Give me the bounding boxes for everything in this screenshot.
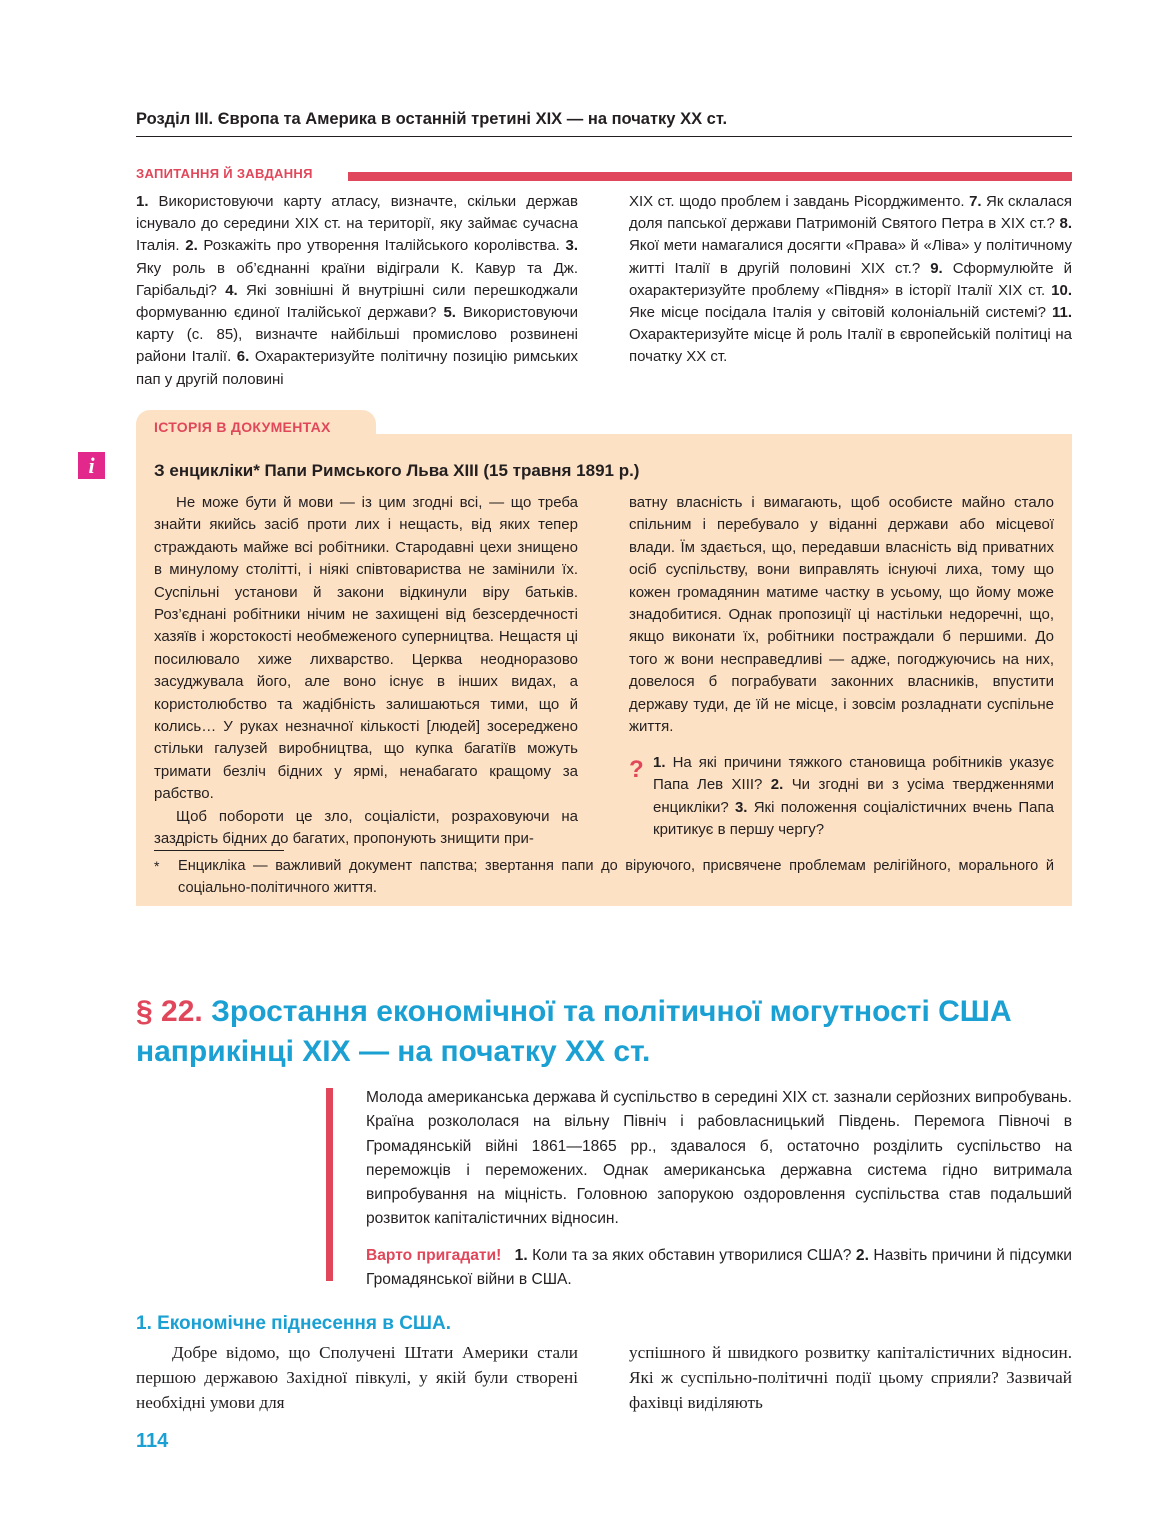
page-number: 114 [136, 1430, 169, 1452]
question-text: Розкажіть про утворення Італійського королівства. [197, 237, 566, 255]
document-right-column [629, 492, 1054, 738]
question-number: 8. [1059, 215, 1072, 233]
footnote-mark: * [154, 858, 160, 874]
question-text: Охарактеризуйте місце й роль Італії в європейській політиці на початку ХХ ст. [629, 326, 1072, 366]
body-right-column: успішного й швидкого розвитку капіталістичних відносин. Які ж суспільно-політичні події цьому сприяли? Зазвичай фахівці виділяють [629, 1343, 1072, 1412]
question-number: 4. [225, 281, 238, 299]
questions-right-column [629, 191, 1072, 369]
question-number: 3. [565, 237, 578, 255]
question-number: 1. [653, 754, 666, 771]
question-number: 10. [1051, 281, 1072, 299]
document-paragraph: Щоб побороти це зло, соціалісти, розраховуючи на заздрість бідних до багатих, пропонують знищити при- [154, 807, 578, 848]
question-text: Які зовнішні й внутрішні сили перешкоджали формуванню єдиної Італійської держави? [136, 281, 578, 322]
question-number: 2. [185, 237, 198, 255]
question-number: 5. [443, 304, 456, 322]
body-left-column [136, 1340, 578, 1415]
document-paragraph: ватну власність і вимагають, щоб особисте майно стало спільним і перебувало у віданні держави або місцевої влади. Їм здається, що, передавши власність від приватних осіб суспільству, вони виправлять існуючі лиха, тому що кожен громадянин матиме частку в усьому, що йому може знадобитися. Однак пропозиції ці настільки недоречні, що, якщо виконати їх, робітники постраждали б першими. До того ж вони несправедливі — адже, погоджуючись на них, довелося б пограбувати законних власників, впустити державу туди, де їй не місце, і зовсім розладнати суспільне життя. [629, 494, 1054, 736]
paragraph-title [136, 992, 1072, 1072]
questions-section-label: ЗАПИТАННЯ Й ЗАВДАННЯ [136, 166, 313, 181]
question-text: Як склалася доля папської держави Патримоній Святого Петра в ХІХ ст.? [629, 193, 1072, 233]
question-text: Коли та за яких обставин утворилися США? [527, 1247, 856, 1264]
footnote-divider [154, 850, 284, 851]
question-number: 9. [930, 259, 943, 277]
subsection-title: 1. Економічне піднесення в США. [136, 1313, 452, 1334]
document-questions [653, 752, 1054, 842]
question-continuation: ХІХ ст. щодо проблем і завдань Рісорджименто. [629, 193, 970, 210]
question-mark-icon: ? [629, 756, 644, 783]
running-header: Розділ ІІІ. Європа та Америка в останній третині ХІХ — на початку ХХ ст. [136, 110, 728, 128]
question-number: 2. [855, 1247, 869, 1264]
document-title: З енцикліки* Папи Римського Льва XIII (15 травня 1891 р.) [154, 461, 640, 480]
question-text: Яку роль в об’єднанні країни відіграли К. Кавур та Дж. Гарібальді? [136, 259, 578, 299]
question-text: Сформулюйте й охарактеризуйте проблему «Півдня» в історії Італії ХІХ ст. [629, 259, 1072, 299]
question-text: Охарактеризуйте політичну позицію римських пап у другій половині [136, 348, 578, 388]
intro-text: Молода американська держава й суспільство в середині XIX ст. зазнали серйозних випробувань. Країна розкололася на вільну Північ і рабовласницький Південь. Перемога Півночі в Громадянській війні 1861—1865 рр., здавалося б, остаточно розділить суспільство на переможців і переможених. Однак американська державна система гідно витримала випробування на міцність. Головною запорукою оздоровлення суспільства став подальший розвиток капіталістичних відносин. [366, 1089, 1072, 1228]
question-number: 6. [236, 348, 250, 366]
header-divider [136, 136, 1072, 137]
question-number: 11. [1051, 304, 1072, 322]
question-text: Назвіть причини й підсумки Громадянської війни в США. [366, 1247, 1072, 1289]
document-section-label: ІСТОРІЯ В ДОКУМЕНТАХ [154, 419, 331, 435]
question-number: 2. [770, 776, 784, 794]
questions-left-column [136, 191, 578, 391]
question-number: 3. [734, 798, 748, 816]
questions-section-bar [348, 172, 1072, 181]
paragraph-title-text: Зростання економічної та політичної могутності США наприкінці XIX — на початку XX ст. [136, 995, 1012, 1068]
question-number: 7. [969, 193, 982, 210]
question-number: 1. [136, 193, 149, 210]
remember-label: Варто пригадати! [366, 1247, 502, 1264]
paragraph-number: § 22. [136, 995, 203, 1028]
question-text: Чи згодні ви з усіма твердженнями енцикліки? [653, 776, 1054, 816]
question-text: Які положення соціалістичних вчень Папа критикує в першу чергу? [653, 798, 1054, 839]
footnote-text: Енцикліка — важливий документ папства; звертання папи до віруючого, присвячене проблемам релігійного, морального й соціально-політичного життя. [178, 858, 1054, 896]
document-left-column [154, 492, 578, 851]
intro-accent-bar [326, 1088, 333, 1281]
info-icon: i [78, 452, 105, 479]
question-text: Використовуючи карту атласу, визначте, скільки держав існувало до середини ХІХ ст. на території, яку займає сучасна Італія. [136, 193, 578, 255]
question-text: Використовуючи карту (с. 85), визначте найбільші промислово розвинені райони Італії. [136, 304, 578, 366]
question-number: 1. [514, 1247, 528, 1264]
question-text: Якої мети намагалися досягти «Права» й «Ліва» у політичному житті Італії в другій половині ХІХ ст.? [629, 237, 1072, 277]
document-paragraph: Не може бути й мови — із цим згодні всі, — що треба знайти якийсь засіб проти лих і нещасть, від яких тепер страждають майже всі робітники. Стародавні цехи знищено в минулому столітті, і ніякі співтовариства не замінили їх. Суспільні установи й закони відкинули віру батьків. Роз’єднані робітники нічим не захищені від безсердечності хазяїв і жорстокості необмеженого суперництва. Нещастя ці посилювало хиже лихварство. Церква неодноразово засуджувала його, але воно існує в інших видах, а користолюбство та жадібність залишаються тими, що й колись… У руках незначної кількості [людей] зосереджено стільки галузей виробництва, що купка багатіїв можуть тримати безліч бідних у ярмі, ненабагато кращому за рабство. [154, 494, 578, 803]
question-text: На які причини тяжкого становища робітників указує Папа Лев XIII? [653, 754, 1054, 794]
body-paragraph: Добре відомо, що Сполучені Штати Америки стали першою державою Західної півкулі, у якій були створені необхідні умови для [136, 1343, 578, 1412]
remember-block [366, 1244, 1072, 1293]
question-text: Яке місце посідала Італія у світовій колоніальній системі? [629, 304, 1052, 322]
